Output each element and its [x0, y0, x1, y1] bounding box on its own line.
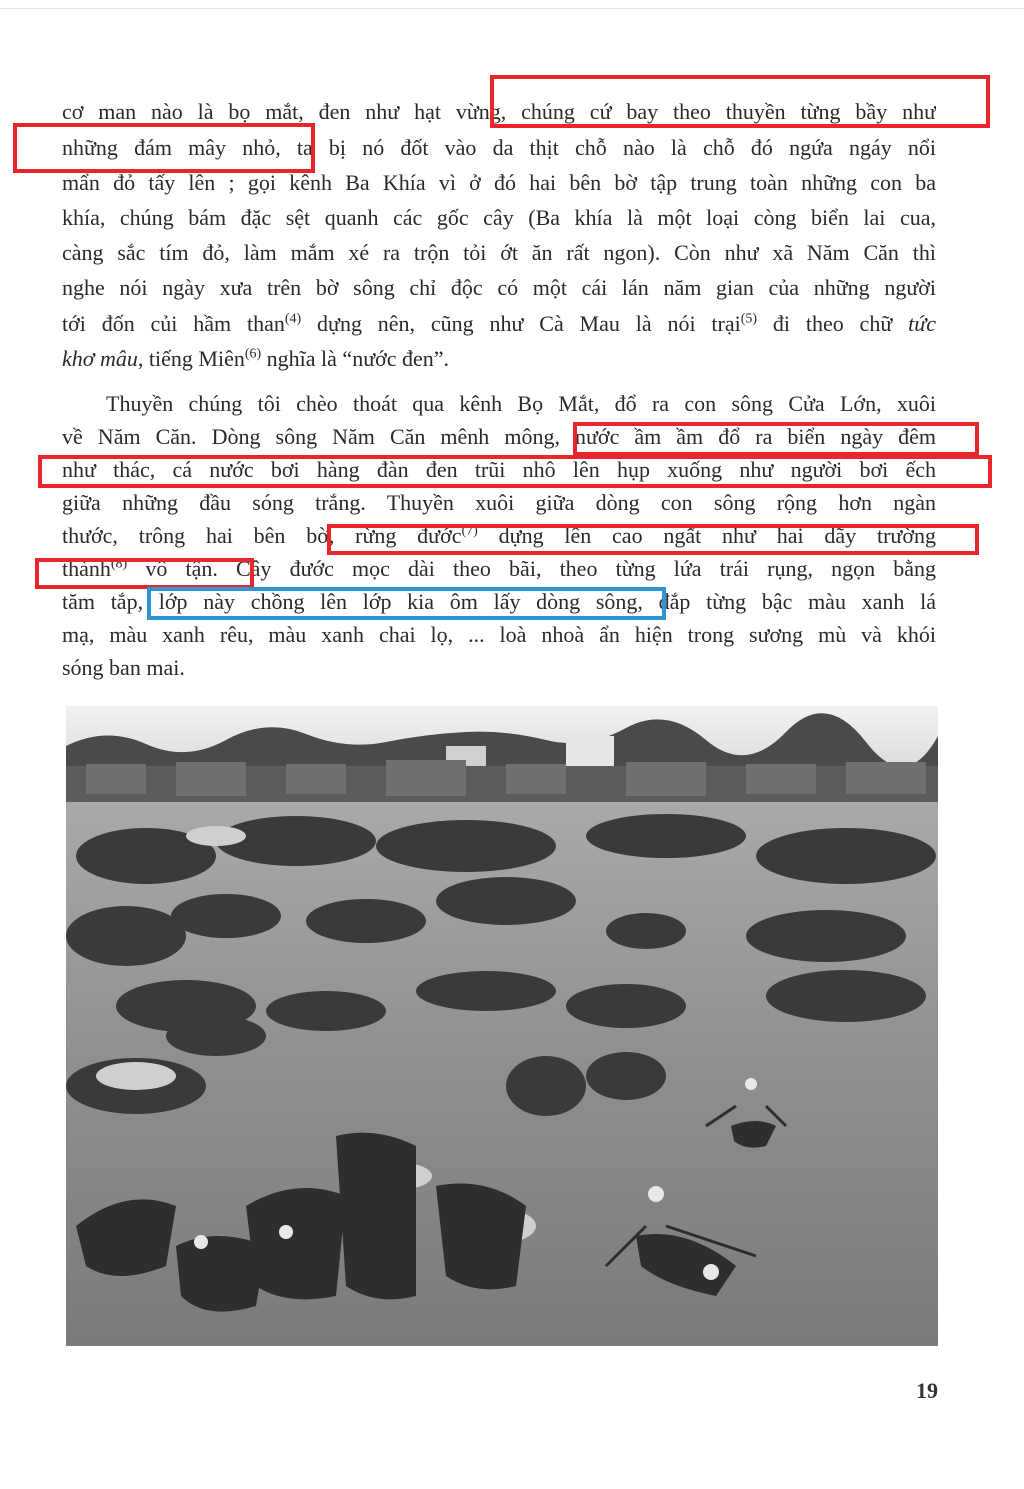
- text-line: cơ man nào là bọ mắt, đen như hạt vừng, chúng cứ bay theo thuyền từng bầy như: [62, 99, 936, 124]
- text-line: nghe nói ngày xưa trên bờ sông chỉ độc có một cái lán năm gian của những người: [62, 275, 936, 300]
- text-line: [62, 342, 936, 376]
- footnote-ref: (7): [461, 523, 478, 539]
- highlight-box-red: [13, 123, 315, 173]
- photo-illustration: [66, 706, 938, 1346]
- text-line: sóng ban mai.: [62, 655, 185, 680]
- footnote-ref: (5): [740, 311, 758, 327]
- highlight-box-blue: [147, 587, 666, 620]
- footnote-ref: (4): [284, 311, 302, 327]
- text-span: vô tận. Cây đước mọc dài theo bãi, theo từng lứa trái rụng, ngọn bằng: [127, 556, 936, 581]
- text-span: , tiếng Miên: [137, 346, 245, 371]
- building: [566, 736, 614, 768]
- text-line: giữa những đầu sóng trắng. Thuyền xuôi giữa dòng con sông rộng hơn ngàn: [62, 490, 936, 515]
- highlight-box-red: [490, 75, 990, 128]
- text-line: như thác, cá nước bơi hàng đàn đen trũi nhô lên hụp xuống như người bơi ếch: [62, 457, 936, 482]
- text-line: Thuyền chúng tôi chèo thoát qua kênh Bọ Mắt, đổ ra con sông Cửa Lớn, xuôi: [106, 391, 936, 416]
- footnote-ref: (8): [110, 556, 128, 572]
- text-line: càng sắc tím đỏ, làm mắm xé ra trộn tỏi ớt ăn rất ngon). Còn như xã Năm Căn thì: [62, 240, 936, 265]
- highlight-box-red: [35, 558, 254, 589]
- text-line: mẩn đỏ tấy lên ; gọi kênh Ba Khía vì ở đó hai bên bờ tập trung toàn những con ba: [62, 170, 936, 195]
- text-line: tăm tắp, lớp này chồng lên lớp kia ôm lấy dòng sông, đắp từng bậc màu xanh lá: [62, 589, 936, 614]
- text-span: nghĩa là “nước đen”.: [261, 346, 450, 371]
- text-line: mạ, màu xanh rêu, màu xanh chai lọ, ... loà nhoà ẩn hiện trong sương mù và khói: [62, 622, 936, 647]
- highlight-box-red: [327, 524, 979, 555]
- highlight-box-red: [573, 422, 979, 456]
- italic-term: khơ mâu: [62, 346, 138, 371]
- top-edge: [0, 8, 1024, 9]
- text-span: thành: [62, 556, 111, 581]
- text-line: về Năm Căn. Dòng sông Năm Căn mênh mông, nước ầm ầm đổ ra biển ngày đêm: [62, 424, 936, 449]
- text-line: [62, 307, 936, 341]
- text-span: dựng nên, cũng như Cà Mau là nói trại: [301, 311, 741, 336]
- text-line: những đám mây nhỏ, ta bị nó đốt vào da thịt chỗ nào là chỗ đó ngứa ngáy nổi: [62, 135, 936, 160]
- text-span: tới đốn củi hầm than: [62, 311, 285, 336]
- text-line: khía, chúng bám đặc sệt quanh các gốc cây (Ba khía là một loại còng biển lai cua,: [62, 205, 936, 230]
- river-market-photo: [66, 706, 938, 1346]
- houses: [86, 760, 926, 796]
- highlight-box-red: [38, 455, 992, 488]
- footnote-ref: (6): [244, 346, 262, 362]
- page-number: 19: [916, 1378, 938, 1403]
- italic-term: tức: [908, 311, 936, 336]
- text-span: thước, trông hai bên bờ, rừng đước: [62, 523, 462, 548]
- text-span: dựng lên cao ngất như hai dãy trường: [477, 523, 936, 548]
- text-span: đi theo chữ: [757, 311, 909, 336]
